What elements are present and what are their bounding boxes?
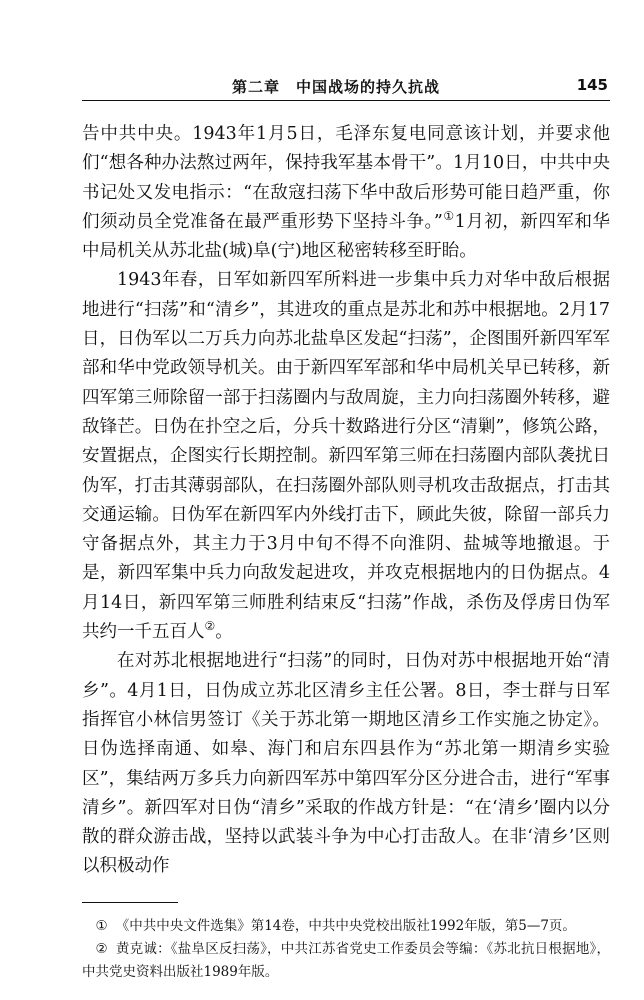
paragraph-text: 在对苏北根据地进行“扫荡”的同时，日伪对苏中根据地开始“清乡”。4月1日，日伪成立苏北区清乡主任公署。8日，李士群与日军指挥官小林信男签订《关于苏北第一期地区清乡工作实施之协定》。日伪选择南通、如皋、海门和启东四县作为“苏北第一期清乡实验区”，集结两万多兵力向新四军苏中第四军分区分进合击，进行“军事清乡”。新四军对日伪“清乡”采取的作战方针是：“在‘清乡’圈内以分散的群众游击战，坚持以武装斗争为中心打击敌人。在非‘清乡’区则以积极动作 bbox=[82, 651, 610, 877]
paragraph-2 bbox=[82, 266, 610, 647]
paragraph-text: 告中共中央。1943年1月5日，毛泽东复电同意该计划，并要求他们“想各种办法熬过两年，保持我军基本骨干”。1月10日，中共中央书记处又发电指示：“在敌寇扫荡下华中敌后形势可能日趋严重，你们须动员全党准备在最严重形势下坚持斗争。” bbox=[82, 124, 610, 232]
footnotes bbox=[82, 915, 610, 984]
page-number: 145 bbox=[576, 76, 608, 94]
running-header bbox=[82, 76, 610, 101]
footnote-1 bbox=[82, 915, 610, 938]
paragraph-1 bbox=[82, 120, 610, 266]
footnote-text: 黄克诚：《盐阜区反扫荡》，中共江苏省党史工作委员会等编：《苏北抗日根据地》，中共党史资料出版社1989年版。 bbox=[82, 941, 610, 980]
paragraph-text: 1月初，新四军和华中局机关从苏北盐(城)阜(宁)地区秘密转移至盱眙。 bbox=[82, 211, 610, 262]
footnote-2 bbox=[82, 938, 610, 984]
footnote-mark: ② bbox=[95, 941, 108, 957]
footnote-ref-1[interactable]: ① bbox=[442, 209, 455, 224]
footnote-text: 《中共中央文件选集》第14卷，中共中央党校出版社1992年版，第5—7页。 bbox=[115, 918, 576, 934]
paragraph-text: 。 bbox=[215, 622, 233, 643]
body-text bbox=[82, 120, 610, 882]
paragraph-text: 1943年春，日军如新四军所料进一步集中兵力对华中敌后根据地进行“扫荡”和“清乡”，其进攻的重点是苏北和苏中根据地。2月17日，日伪军以二万兵力向苏北盐阜区发起“扫荡”，企图围歼新四军军部和华中党政领导机关。由于新四军军部和华中局机关早已转移，新四军第三师除留一部于扫荡圈内与敌周旋，主力向扫荡圈外转移，避敌锋芒。日伪在扑空之后，分兵十数路进行分区“清剿”，修筑公路，安置据点，企图实行长期控制。新四军第三师在扫荡圈内部队袭扰日伪军，打击其薄弱部队，在扫荡圈外部队则寻机攻击敌据点，打击其交通运输。日伪军在新四军内外线打击下，顾此失彼，除留一部兵力守备据点外，其主力于3月中旬不得不向淮阴、盐城等地撤退。于是，新四军集中兵力向敌发起进攻，并攻克根据地内的日伪据点。4月14日，新四军第三师胜利结束反“扫荡”作战，杀伤及俘虏日伪军共约一千五百人 bbox=[82, 270, 610, 643]
footnote-ref-2[interactable]: ② bbox=[204, 619, 216, 634]
footnote-divider bbox=[82, 902, 178, 903]
chapter-title: 第二章 中国战场的持久抗战 bbox=[232, 78, 441, 96]
paragraph-3 bbox=[82, 647, 610, 881]
footnote-mark: ① bbox=[95, 918, 108, 934]
